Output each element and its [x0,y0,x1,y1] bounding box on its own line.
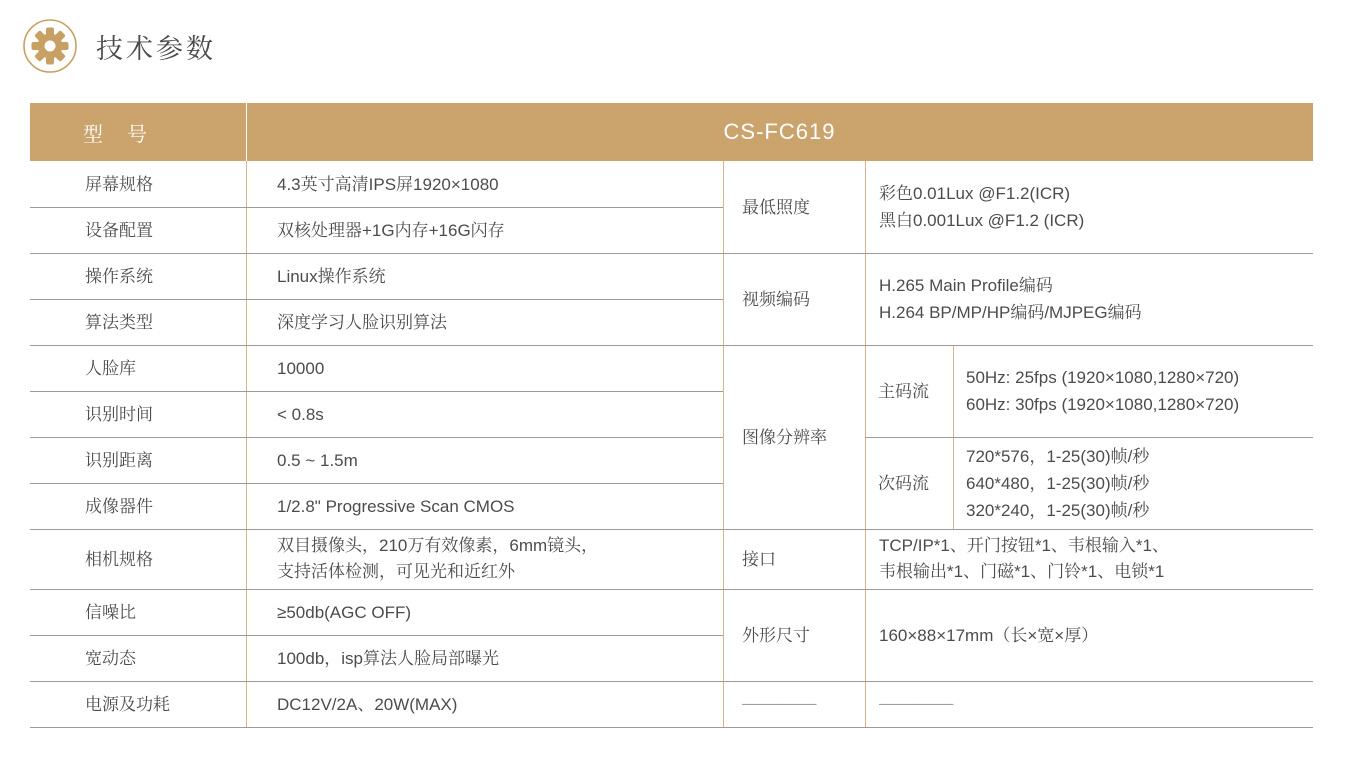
value-screen-spec: 4.3英寸高清IPS屏1920×1080 [277,174,499,194]
label-snr: 信噪比 [85,602,136,622]
value-os: Linux操作系统 [277,266,386,286]
label-camera-spec: 相机规格 [85,549,153,569]
label-os: 操作系统 [85,266,153,286]
spec-table [30,103,1313,727]
label-main-stream: 主码流 [878,381,929,401]
table-body [30,161,1313,727]
value-camera-spec: 双目摄像头，210万有效像素，6mm镜头， 支持活体检测，可见光和近红外 [277,536,599,581]
value-power: DC12V/2A、20W(MAX) [277,694,458,714]
value-min-illumination: 彩色0.01Lux @F1.2(ICR) 黑白0.001Lux @F1.2 (ICR) [879,184,1085,230]
header-cell-model-label: 型 号 [83,123,149,146]
label-device-config: 设备配置 [85,220,153,240]
label-image-sensor: 成像器件 [85,496,153,516]
value-interface: TCP/IP*1、开门按钮*1、韦根输入*1、 韦根输出*1、门磁*1、门铃*1、电锁*1 [879,536,1169,581]
value-snr: ≥50db(AGC OFF) [277,602,412,622]
value-image-sensor: 1/2.8" Progressive Scan CMOS [277,496,515,516]
value-video-encoding: H.265 Main Profile编码 H.264 BP/MP/HP编码/MJPEG编码 [879,276,1142,322]
label-video-encoding: 视频编码 [742,289,810,309]
label-screen-spec: 屏幕规格 [85,174,153,194]
label-face-library: 人脸库 [85,358,136,378]
label-placeholder-dash: ─────── [742,695,817,713]
value-device-config: 双核处理器+1G内存+16G闪存 [277,220,505,240]
page-title: 技术参数 [96,33,216,64]
value-algorithm-type: 深度学习人脸识别算法 [277,312,447,332]
label-recognition-time: 识别时间 [85,404,153,424]
value-wdr: 100db，isp算法人脸局部曝光 [277,648,500,668]
label-sub-stream: 次码流 [878,473,929,493]
value-main-stream: 50Hz: 25fps (1920×1080,1280×720) 60Hz: 30fps (1920×1080,1280×720) [966,368,1240,414]
value-face-library: 10000 [277,358,325,378]
label-algorithm-type: 算法类型 [85,312,153,332]
label-power: 电源及功耗 [85,694,170,714]
label-min-illumination: 最低照度 [742,197,810,217]
label-image-resolution: 图像分辨率 [742,427,827,447]
gear-icon [22,18,78,74]
header-cell-model-value: CS-FC619 [723,119,836,144]
label-interface: 接口 [742,549,776,569]
value-sub-stream: 720*576，1-25(30)帧/秒 640*480，1-25(30)帧/秒 320*240，1-25(30)帧/秒 [966,446,1150,520]
grid-hline-bottom [30,727,1313,728]
value-dimensions: 160×88×17mm（长×宽×厚） [879,625,1099,645]
value-recognition-distance: 0.5 ~ 1.5m [277,450,358,470]
value-recognition-time: < 0.8s [277,404,324,424]
label-wdr: 宽动态 [85,648,136,668]
label-recognition-distance: 识别距离 [85,450,153,470]
value-placeholder-dash: ─────── [879,695,954,713]
page-header [22,18,216,74]
label-dimensions: 外形尺寸 [742,625,810,645]
table-header-row [30,103,1313,161]
